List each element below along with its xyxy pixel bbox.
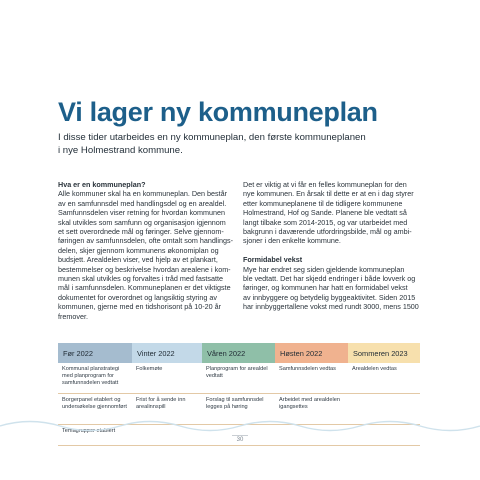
body-line: ble vedtatt. Det har skjedd endringer i både lovverk og: [243, 274, 416, 284]
body-line: Alle kommuner skal ha en kommuneplan. Den består: [58, 189, 227, 199]
table-cell: [58, 363, 132, 393]
cell-line: Folkemøte: [136, 366, 163, 372]
cell-line: Forslag til samfunnsdel: [206, 397, 264, 403]
cell-line: Kommunal planstrategi: [62, 366, 120, 372]
body-line: har innbyggertallene vokst med rundt 3000, mens 1500: [243, 302, 419, 312]
table-cell: [275, 363, 348, 393]
wave-line: [0, 422, 480, 431]
page-title: Vi lager ny kommuneplan: [58, 97, 378, 127]
cell-line: Planprogram for arealdel: [206, 366, 268, 372]
cell-line: Arbeidet med arealdelen: [279, 397, 340, 403]
intro-line: i nye Holmestrand kommune.: [58, 145, 183, 156]
body-line: munen skal utvikles og forvaltes i tråd med fastsatte: [58, 274, 223, 284]
body-line: av en samfunnsdel med handlingsdel og en arealdel.: [58, 198, 227, 208]
decorative-wave: [0, 418, 480, 432]
table-cell: [348, 363, 420, 393]
table-header-cell: Høsten 2022: [275, 343, 348, 363]
body-line: langt tilbake som 2014-2015, og var utarbeidet med: [243, 217, 408, 227]
table-cell: [202, 363, 275, 393]
page-number-rule: [232, 435, 248, 436]
body-line: føringen av samfunnsdelen, ofte omtalt som handlings-: [58, 236, 233, 246]
table-cell: [132, 363, 202, 393]
table-header-row: [58, 343, 420, 363]
body-line: budsjett. Arealdelen viser, ved hjelp av et plankart,: [58, 255, 218, 265]
table-header-cell: Vinter 2022: [132, 343, 202, 363]
body-line: Mye har endret seg siden gjeldende kommuneplan: [243, 264, 405, 274]
cell-line: Temagrupper etablert: [62, 428, 116, 434]
body-line: delen, skjer gjennom kommunens økonomiplan og: [58, 245, 219, 255]
body-line: et sett overordnede mål og føringer. Selve gjennom-: [58, 227, 224, 237]
table-header-cell: Før 2022: [58, 343, 132, 363]
cell-line: undersøkelse gjennomført: [62, 404, 127, 411]
cell-line: Borgerpanel etablert og: [62, 397, 121, 403]
body-line: nye kommunen. En årsak til dette er at en i dag styrer: [243, 189, 414, 199]
cell-line: legges på høring: [206, 404, 248, 411]
paragraph-gap: [243, 246, 421, 255]
body-line: Det er viktig at vi får en felles kommuneplan for den: [243, 180, 407, 189]
table-row: [58, 363, 420, 394]
body-line: skal utvikles som samfunn og organisasjon igjennom: [58, 217, 226, 227]
body-line: kommunen, gjerne med en tidshorisont på 10-20 år: [58, 302, 222, 312]
cell-line: samfunnsdelen vedtatt: [62, 380, 119, 387]
cell-line: Frist for å sende inn: [136, 397, 186, 403]
right-column: [243, 180, 421, 312]
section-heading: Hva er en kommuneplan?: [58, 180, 146, 189]
body-line: Holmestrand, Hof og Sande. Planene ble vedtatt så: [243, 208, 407, 218]
body-line: bestemmelser og beskrivelse hvordan arealene i kom-: [58, 264, 231, 274]
page-number: 30: [236, 437, 244, 443]
body-line: Samfunnsdelen viser retning for hvordan kommunen: [58, 208, 226, 218]
section-heading: Formidabel vekst: [243, 255, 303, 265]
body-line: mål i samfunnsdelen. Kommuneplanen er det viktigste: [58, 283, 231, 293]
table-header-cell: Sommeren 2023: [348, 343, 420, 363]
table-body: [58, 363, 420, 446]
cell-line: Samfunnsdelen vedtas: [279, 366, 336, 372]
body-line: fremover.: [58, 311, 88, 321]
body-line: sjoner i den enkelte kommune.: [243, 236, 341, 246]
intro-line: I disse tider utarbeides en ny kommuneplan, den første kommuneplanen: [58, 132, 366, 143]
body-line: etter kommuneplanene til de tidligere kommunene: [243, 198, 403, 208]
body-line: av innbyggere og betydelig byggeaktivitet. Siden 2015: [243, 292, 416, 302]
body-line: bakgrunn i daværende utfordringsbilde, mål og ambi-: [243, 227, 412, 237]
body-line: føringer, og kommunen har hatt en formidabel vekst: [243, 283, 408, 293]
intro-text: [58, 131, 388, 157]
table-header-cell: Våren 2022: [202, 343, 275, 363]
cell-line: med planprogram for: [62, 373, 114, 380]
cell-line: Arealdelen vedtas: [352, 366, 397, 372]
body-line: dokumentet for overordnet og langsiktig styring av: [58, 292, 218, 302]
left-column: [58, 180, 236, 321]
cell-line: igangsettes: [279, 404, 308, 411]
cell-line: arealinnspill: [136, 404, 166, 411]
cell-line: vedtatt: [206, 373, 223, 380]
